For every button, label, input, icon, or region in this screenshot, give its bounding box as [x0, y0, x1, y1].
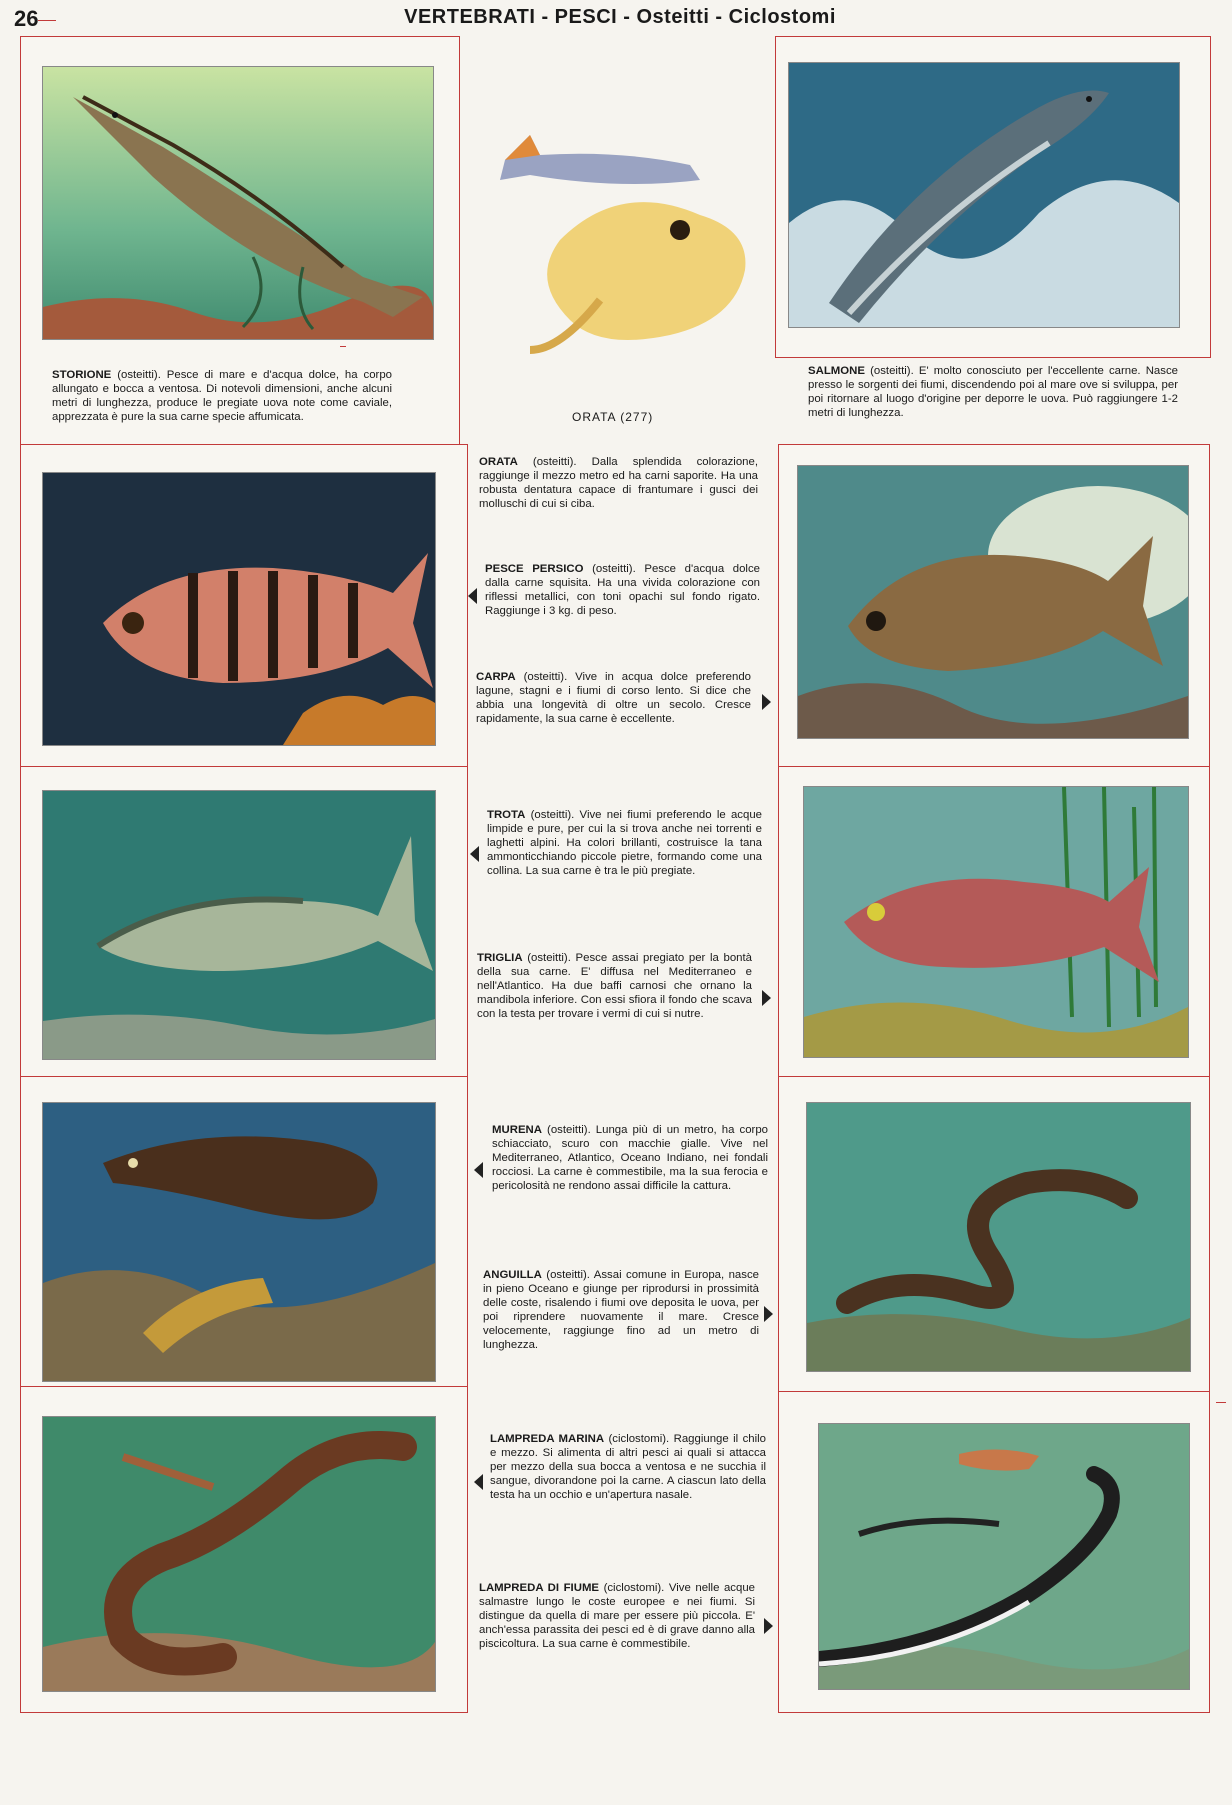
page-number-rule	[38, 20, 56, 21]
persico-picture	[42, 472, 436, 746]
carpa-pointer-icon	[762, 694, 771, 710]
triglia-picture	[803, 786, 1189, 1058]
storione-picture	[42, 66, 434, 340]
storione-description: STORIONE (osteitti). Pesce di mare e d'acqua dolce, ha corpo allungato e bocca a ventosa. Di notevoli dimensioni, anche alcuni metri di lunghezza, produce le pregiate uova note come caviale, apprezzata è pure la sua carne specie affumicata.	[52, 369, 392, 423]
anguilla-picture	[806, 1102, 1191, 1372]
margin-tick	[1216, 1402, 1226, 1403]
anguilla-description: ANGUILLA (osteitti). Assai comune in Europa, nasce in pieno Oceano e giunge per riprodursi in prossimità delle coste, risalendo i fiumi ove deposita le uova, per poi riprendere nuovamente il mare. Cresce velocemente, raggiunge fino ad un metro di lunghezza.	[483, 1269, 759, 1351]
salmone-picture	[788, 62, 1180, 328]
anguilla-pointer-icon	[764, 1306, 773, 1322]
storione-mark	[340, 346, 346, 347]
lampreda-marina-description: LAMPREDA MARINA (ciclostomi). Raggiunge il chilo e mezzo. Si alimenta di altri pesci ai quali si attacca per mezzo della sua bocca a ventosa e ne succhia il sangue, divorandone poi la carne. A ciascun lato della testa ha un occhio e un'apertura nasale.	[490, 1433, 767, 1501]
lampreda-fiume-description: LAMPREDA DI FIUME (ciclostomi). Vive nelle acque salmastre lungo le coste europee e nei fiumi. Si distingue da quella di mare per essere più piccola. E' anch'essa parassita dei pesci ed è di grave danno alla piscicoltura. La sua carne è commestibile.	[479, 1582, 755, 1650]
lampreda-fiume-picture	[818, 1423, 1190, 1690]
murena-pointer-icon	[474, 1162, 483, 1178]
lampreda-fiume-pointer-icon	[764, 1618, 773, 1634]
orata-picture	[470, 120, 760, 370]
murena-picture	[42, 1102, 436, 1382]
lampreda-marina-pointer-icon	[474, 1474, 483, 1490]
trota-picture	[42, 790, 436, 1060]
orata-caption: ORATA (277)	[572, 410, 654, 424]
murena-description: MURENA (osteitti). Lunga più di un metro, ha corpo schiacciato, scuro con macchie gialle. Vive nel Mediterraneo, Atlantico, Oceano Indiano, nei fondali rocciosi. La carne è commestibile, ma la sua ferocia e pericolosità ne rendono assai difficile la cattura.	[492, 1124, 768, 1192]
orata-description: ORATA (osteitti). Dalla splendida colorazione, raggiunge il mezzo metro ed ha carni saporite. Ha una robusta dentatura capace di frantumare i gusci dei molluschi di cui si ciba.	[479, 456, 758, 510]
carpa-description: CARPA (osteitti). Vive in acqua dolce preferendo lagune, stagni e i fiumi di corso lento. Si dice che abbia una longevità di oltre un secolo. Cresce rapidamente, la sua carne è eccellente.	[476, 671, 751, 725]
persico-description: PESCE PERSICO (osteitti). Pesce d'acqua dolce dalla carne squisita. Ha una vivida colorazione con riflessi metallici, con toni opachi sul fondo rigato. Raggiunge i 3 kg. di peso.	[485, 563, 760, 617]
trota-pointer-icon	[470, 846, 479, 862]
triglia-pointer-icon	[762, 990, 771, 1006]
lampreda-marina-picture	[42, 1416, 436, 1692]
page-title: VERTEBRATI - PESCI - Osteitti - Ciclostomi	[404, 6, 836, 28]
triglia-description: TRIGLIA (osteitti). Pesce assai pregiato per la bontà della sua carne. E' diffusa nel Mediterraneo e nell'Atlantico. Ha due baffi carnosi che ornano la mandibola inferiore. Con essi sfiora il fondo che scava con la testa per trovare i vermi di cui si nutre.	[477, 952, 752, 1020]
salmone-description: SALMONE (osteitti). E' molto conosciuto per l'eccellente carne. Nasce presso le sorgenti dei fiumi, discendendo poi al mare ove si sviluppa, per poi ritornare al luogo d'origine per deporre le uova. Può raggiungere 1-2 metri di lunghezza.	[808, 365, 1178, 419]
carpa-picture	[797, 465, 1189, 739]
page-number: 26	[14, 6, 39, 31]
persico-pointer-icon	[468, 588, 477, 604]
trota-description: TROTA (osteitti). Vive nei fiumi preferendo le acque limpide e pure, per cui la si trova anche nei torrenti e laghetti alpini. Ha colori brillanti, costruisce la tana ammonticchiando piccole pietre, formando come una collina. La sua carne è tra le più pregiate.	[487, 809, 762, 877]
